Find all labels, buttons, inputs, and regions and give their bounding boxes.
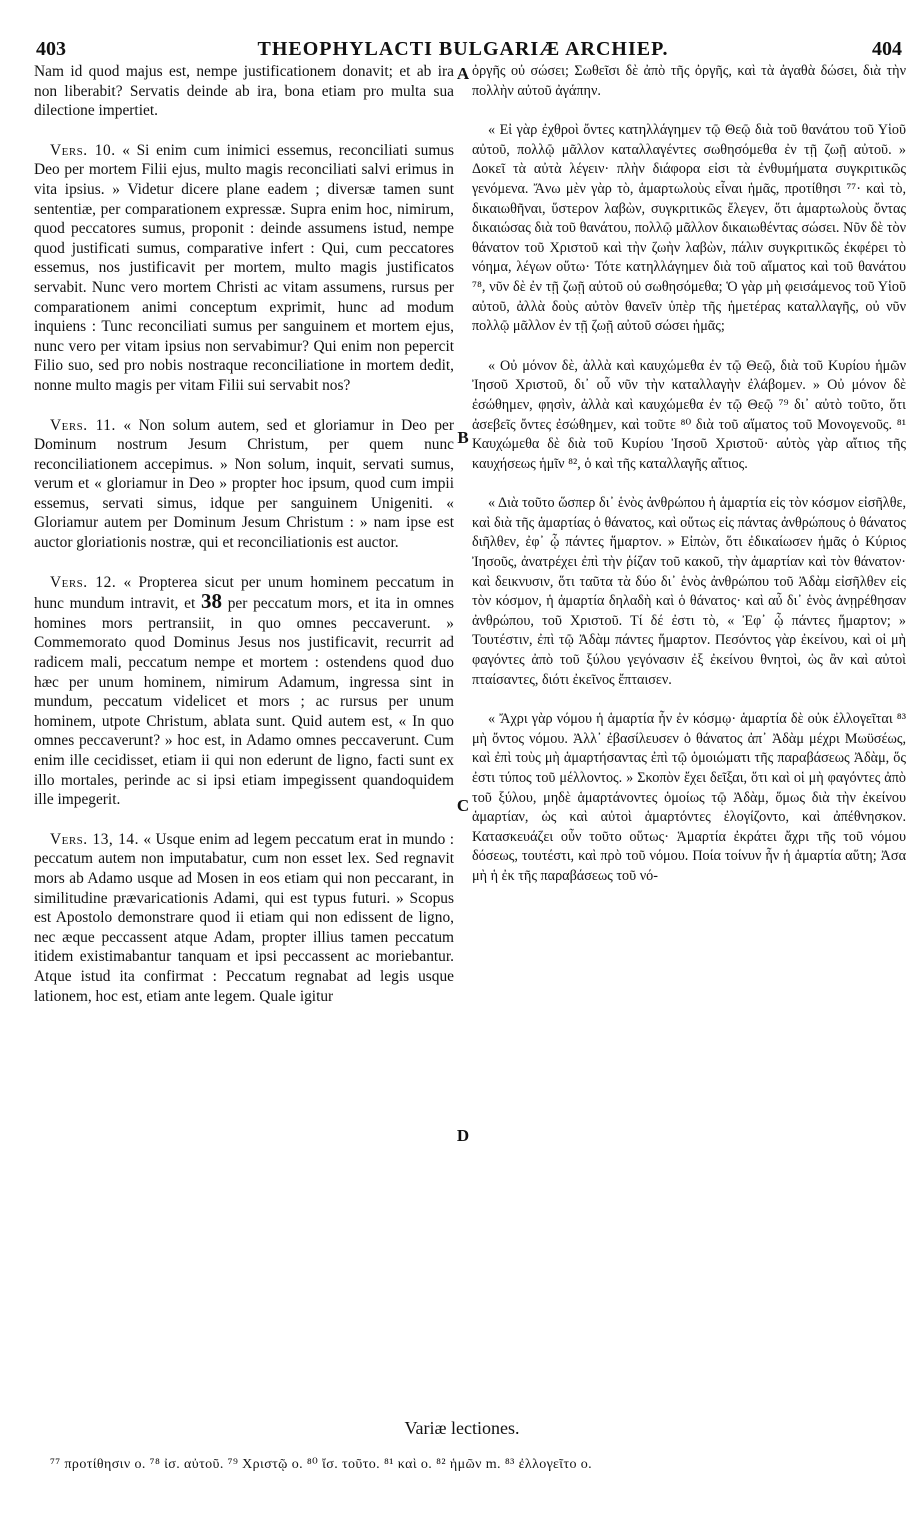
margin-letter-c: C [456,796,470,815]
margin-letter-a: A [456,64,470,83]
verse-marker: Vers. 10. [50,141,116,159]
latin-paragraph-3 [34,416,454,553]
greek-paragraph-1: ὀργῆς οὐ σώσει; Σωθεῖσι δὲ ἀπὸ τῆς ὀργῆς, καὶ τὰ ἀγαθὰ δώσει, διὰ τὴν πολλὴν αὐτοῦ ἀγάπην. [472,63,906,99]
latin-paragraph-4 [34,573,454,810]
margin-letter-b: B [457,428,469,447]
greek-paragraph-2: « Εἰ γὰρ ἐχθροὶ ὄντες κατηλλάγημεν τῷ Θεῷ διὰ τοῦ θανάτου τοῦ Υἱοῦ αὐτοῦ, πολλῷ μᾶλλον καταλλαγέντες σωθησόμεθα ἐν τῇ ζωῇ αὐτοῦ. » Δοκεῖ τὰ αὐτὰ λέγειν· πλὴν διάφορα εἰσι τὰ ἐνθυμήματα συγκριτικῶς γενόμενα. Ἄνω μὲν γὰρ τὸ, ἁμαρτωλοὺς εἶναι ἡμᾶς, προτίθησι ⁷⁷· καὶ τὸ, δικαιωθῆναι, ὕστερον λαβὼν, συγκριτικῶς ἔλεγεν, ὅτι ἁμαρτωλοὺς ὄντας δικαιώσας διὰ τοῦ θανάτου, πολλῷ μᾶλλον δικαιωθέντας σώσει. Νῦν δὲ τὸν θάνατον τοῦ Χριστοῦ καὶ τὴν ζωὴν λαβὼν, πάλιν συγκριτικῶς ἐκφέρει τὸ νόημα, λέγων οὕτω· Τότε κατηλλάγημεν διὰ τοῦ αἵματος καὶ τοῦ θανάτου ⁷⁸, νῦν δὲ ἐν τῇ ζωῇ αὐτοῦ οὐ σωθησόμεθα; Ὁ γὰρ μὴ φεισάμενος τοῦ Υἱοῦ αὐτοῦ, ἀλλὰ δοὺς αὐτὸν θανεῖν ὑπὲρ τῆς ἡμετέρας καταλλαγῆς, οὐ νῦν πολλῷ μᾶλλον ἐν τῇ ζωῇ αὐτοῦ σώσει ἡμᾶς; [472,122,906,335]
latin-paragraph-4-text-b: per peccatum mors, et ita in omnes homines mors pertransiit, in quo omnes peccaverunt. » Commemorato quod Dominus Jesus nos justificavit, recurrit ad radicem mali, peccatum nempe et mortem : ostendens quod duo hæc per unum hominem, nimirum Adamum, ingressa sint in mundum, peccatum videlicet et mors ; ac rursus per unum hominem, utpote Christum, ablata sunt. Quid autem est, « In quo omnes peccaverunt? » hoc est, in Adamo omnes peccaverunt. Cum enim ille cecidisset, etiam ii qui non ederunt de ligno, facti sunt ex illo mortales, perinde ac si ipsi etiam impegissent quandoquidem ille impegerit. [34,595,454,809]
latin-paragraph-4-text-a: « Propterea sicut per unum hominem peccatum in hunc mundum intravit, et [34,573,454,613]
latin-column [34,62,454,1026]
latin-paragraph-3-text: « Non solum autem, sed et gloriamur in Deo per Dominum nostrum Jesum Christum, per quem nunc reconciliationem accepimus. » Non solum, inquit, servati sumus, verum et « gloriamur in Deo » propter hoc ipsum, quod cum impii essemus, servati simus, idque per sanguinem Unigeniti. « Gloriamur autem per Dominum Jesum Christum : » nam ipse est auctor gloriationis nostræ, qui et reconciliationis est auctor. [34,416,454,552]
latin-paragraph-2 [34,141,454,396]
variae-lectiones-title: Variæ lectiones. [404,1418,520,1438]
greek-paragraph-5: « Ἄχρι γὰρ νόμου ἡ ἁμαρτία ἦν ἐν κόσμῳ· ἁμαρτία δὲ οὐκ ἐλλογεῖται ⁸³ μὴ ὄντος νόμου. Ἀλλ᾽ ἐβασίλευσεν ὁ θάνατος ἀπ᾽ Ἀδὰμ μέχρι Μωϋσέως, καὶ ἐπὶ τοὺς μὴ ἁμαρτήσαντας ἐπὶ τῷ ὁμοιώματι τῆς παραβάσεως Ἀδὰμ, ὅς ἐστι τύπος τοῦ μέλλοντος. » Σκοπὸν ἔχει δεῖξαι, ὅτι καὶ οἱ μὴ φαγόντες ἀπὸ τοῦ ξύλου, μηδὲ ἁμαρτάνοντες ὁμοίως τῷ Ἀδὰμ, ὅμως διὰ τὴν ἐκείνου ἁμαρτίαν, ὡς καὶ αὐτοὶ ἁμαρτόντες ἐλογίζοντο, καὶ ἀπέθνησκον. Κατασκευάζει οὖν τοῦτο οὕτως· Ἁμαρτία ἐκράτει ἄχρι τῆς τοῦ νόμου δόσεως, τουτέστι, καὶ πρὸ τοῦ νόμου. Ποία τοίνυν ἦν ἡ ἁμαρτία αὕτη; Ἀσα μὴ ἡ ἐκ τῆς παραβάσεως τοῦ νό- [472,711,906,884]
page-header [18,38,908,62]
page-number-left: 403 [36,38,66,60]
greek-column [472,62,906,907]
margin-letter-d: D [456,1126,470,1145]
latin-paragraph-2-text: « Si enim cum inimici essemus, reconciliati sumus Deo per mortem Filii ejus, multo magis reconciliati salvi erimus in vita ipsius. » Videtur dicere plane eadem ; diversæ tamen sunt sententiæ, per comparationem expressæ. Supra enim hoc, nimirum, quod peccatores sumus, proponit : deinde assumens istud, nempe quod justificati sumus, comparative infert : Qui, cum peccatores essemus, nos justificavit per mortem, multo magis justificatos servabit. Nunc vero mortem Christi ac vitam assumens, rursus per comparationem animi conceptum exprimit, hunc ad modum inquiens : Tunc reconciliati sumus per sanguinem et mortem ejus, nunc vero per vitam ipsius non servabimur? Qui enim non pepercit Filio suo, sed pro nobis nostraque reconciliatione in mortem dedit, nonne multo magis per vitam Filii sui servabit nos? [34,141,454,394]
variae-lectiones-notes: ⁷⁷ προτίθησιν ο. ⁷⁸ ἰσ. αὐτοῦ. ⁷⁹ Χριστῷ ο. ⁸⁰ ἴσ. τοῦτο. ⁸¹ καὶ ο. ⁸² ἡμῶν m. ⁸³ ἐλλογεῖτο ο. [50,1457,593,1472]
latin-paragraph-5 [34,830,454,1006]
folio-number: 38 [200,589,222,614]
latin-paragraph-1: Nam id quod majus est, nempe justificationem donavit; et ab ira non liberabit? Servatis deinde ab ira, bona etiam pro multa sua dilectione impertiet. [34,63,454,120]
verse-marker: Vers. 11. [50,416,116,434]
verse-marker: Vers. 12. [50,573,117,591]
verse-marker: Vers. 13, 14. [50,830,139,848]
running-title: THEOPHYLACTI BULGARIÆ ARCHIEP. [257,38,669,60]
greek-paragraph-3: « Οὐ μόνον δὲ, ἀλλὰ καὶ καυχώμεθα ἐν τῷ Θεῷ, διὰ τοῦ Κυρίου ἡμῶν Ἰησοῦ Χριστοῦ, δι᾽ οὗ νῦν τὴν καταλλαγὴν ἐλάβομεν. » Οὐ μόνον δὲ ἐσώθημεν, φησὶν, ἀλλὰ καὶ καυχώμεθα ἐν τῷ Θεῷ ⁷⁹ δι᾽ αὐτὸ τοῦτο, ὅτι ἀσεβεῖς ὄντες ἐσώθημεν, καὶ τοῦτε ⁸⁰ διὰ τοῦ αἵματος τοῦ Μονογενοῦς. ⁸¹ Καυχώμεθα δὲ διὰ τοῦ Κυρίου Ἰησοῦ Χριστοῦ· αὐτὸς γὰρ αἴτιος τῆς καυχήσεως ἡμῖν ⁸², ὁ καὶ τῆς καταλλαγῆς αἴτιος. [472,357,906,472]
page-number-right: 404 [872,38,902,60]
latin-paragraph-5-text: « Usque enim ad legem peccatum erat in mundo : peccatum autem non imputabatur, cum non esset lex. Sed regnavit mors ab Adamo usque ad Mosen in eos etiam qui non peccarant, in similitudine prævaricationis Adami, qui est typus futuri. » Scopus est Apostolo demonstrare quod ii etiam qui non edissent de ligno, nec æque peccassent atque Adam, propter illius tamen peccatum itidem existimabantur tanquam et ipsi peccassent ac moriebantur. Atque istud ita confirmat : Peccatum regnabat ad legis usque lationem, hoc est, etiam ante legem. Quale igitur [34,830,454,1005]
greek-paragraph-4: « Διὰ τοῦτο ὥσπερ δι᾽ ἑνὸς ἀνθρώπου ἡ ἁμαρτία εἰς τὸν κόσμον εἰσῆλθε, καὶ διὰ τῆς ἁμαρτίας ὁ θάνατος, καὶ οὕτως εἰς πάντας ἀνθρώπους ὁ θάνατος διῆλθεν, ἐφ᾽ ᾧ πάντες ἥμαρτον. » Εἰπὼν, ὅτι ἐδικαίωσεν ἡμᾶς ὁ Κύριος Ἰησοῦς, ἀνατρέχει ἐπὶ τὴν ῥίζαν τοῦ κακοῦ, τὴν ἁμαρτίαν καὶ τὸν θάνατον· καὶ δεικνυσιν, ὅτι ταῦτα τὰ δύο δι᾽ ἑνὸς ἀνθρώπου τοῦ Ἀδὰμ εἰσῆλθεν εἰς τὸν κόσμον, ἡ ἁμαρτία δηλαδὴ καὶ ὁ θάνατος· καὶ αὖ δι᾽ ἑνὸς ἀνῃρέθησαν ἀνθρώπου, τοῦ Χριστοῦ. Τί δέ ἐστι τὸ, « Ἐφ᾽ ᾧ πάντες ἥμαρτον; » Τουτέστιν, ἐπὶ τῷ Ἀδὰμ πάντες ἥμαρτον. Πεσόντος γὰρ ἐκείνου, καὶ οἱ μὴ φαγόντες ἀπὸ τοῦ ξύλου γεγόνασιν ἐξ ἐκείνου θνητοὶ, ὡς ἂν καὶ αὐτοὶ πταίσαντες, διότι ἐκεῖνος ἔπταισεν. [472,495,906,688]
